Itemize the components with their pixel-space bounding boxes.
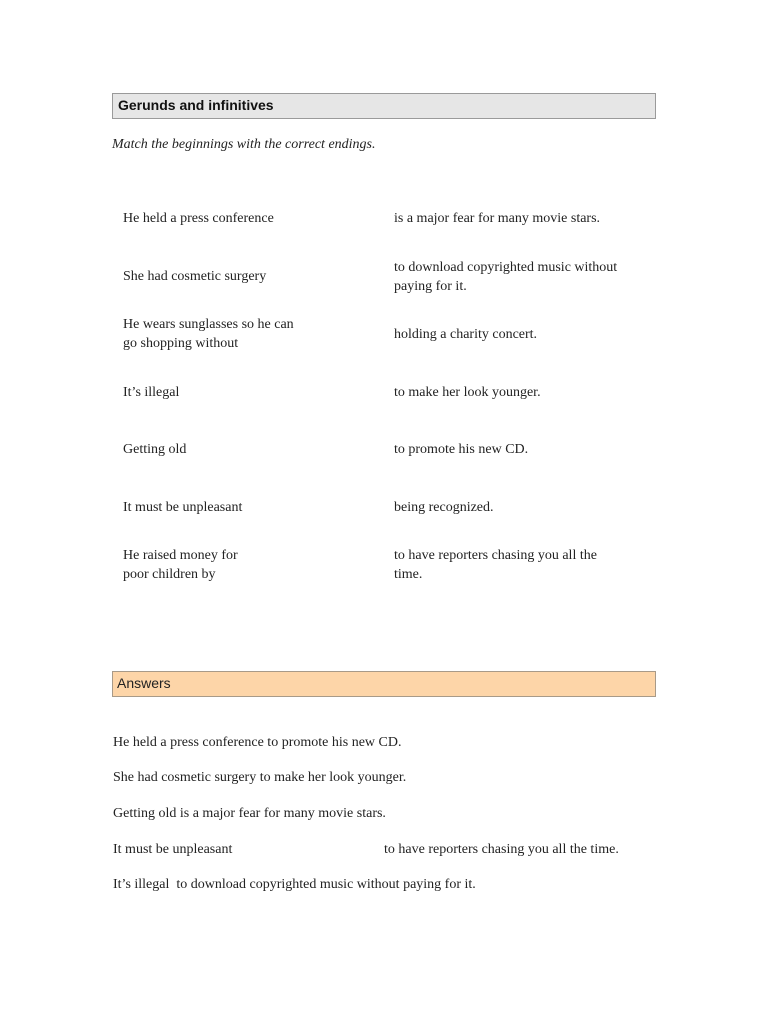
beginning-item: It must be unpleasant xyxy=(123,500,243,515)
beginning-item: She had cosmetic surgery xyxy=(123,269,267,284)
page-title: Gerunds and infinitives xyxy=(118,97,274,113)
answer-line: Getting old is a major fear for many movie stars. xyxy=(113,806,386,821)
instructions-text: Match the beginnings with the correct endings. xyxy=(112,137,376,152)
ending-item: being recognized. xyxy=(394,500,494,515)
answer-line: He held a press conference to promote his new CD. xyxy=(113,735,402,750)
beginning-item: He raised money for poor children by xyxy=(123,548,238,582)
beginning-item: He held a press conference xyxy=(123,211,274,226)
beginning-item: It’s illegal xyxy=(123,385,180,400)
answers-heading-bar xyxy=(112,671,656,697)
ending-item: holding a charity concert. xyxy=(394,327,538,342)
answer-line: It’s illegal to download copyrighted music without paying for it. xyxy=(113,877,476,892)
answer-line: She had cosmetic surgery to make her look younger. xyxy=(113,770,407,785)
ending-item: is a major fear for many movie stars. xyxy=(394,211,601,226)
ending-item: to make her look younger. xyxy=(394,385,541,400)
ending-item: to promote his new CD. xyxy=(394,442,529,457)
beginning-item: He wears sunglasses so he can go shopping without xyxy=(123,317,294,351)
answer-line-ending: to have reporters chasing you all the time. xyxy=(384,842,619,857)
ending-item: to have reporters chasing you all the time. xyxy=(394,548,597,582)
beginning-item: Getting old xyxy=(123,442,187,457)
ending-item: to download copyrighted music without paying for it. xyxy=(394,260,618,294)
section-title-bar xyxy=(112,93,656,119)
answers-heading: Answers xyxy=(117,675,171,691)
answer-line: It must be unpleasant xyxy=(113,842,233,857)
